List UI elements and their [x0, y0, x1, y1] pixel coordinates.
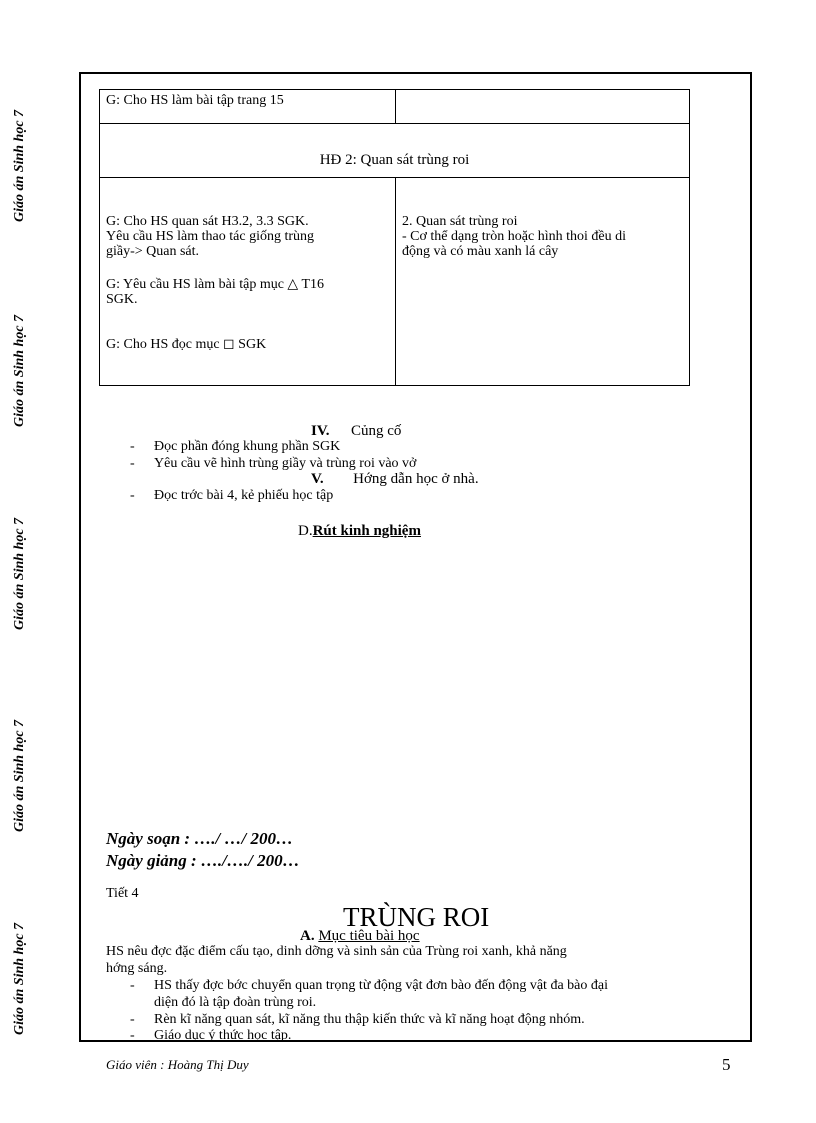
text-line: - Cơ thể dạng tròn hoặc hình thoi đều di — [402, 229, 626, 244]
page-number: 5 — [722, 1055, 731, 1074]
table-cell — [100, 178, 396, 386]
text-line: giầy-> Quan sát. — [106, 244, 200, 259]
lesson-period: Tiết 4 — [106, 886, 139, 901]
list-item: - Đọc phần đóng khung phần SGK — [130, 439, 341, 454]
list-item: - Yêu cầu vẽ hình trùng giầy và trùng roi vào vở — [130, 456, 417, 471]
date-prepared: Ngày soạn : …./ …/ 200… — [106, 829, 293, 848]
lesson-table — [99, 89, 690, 386]
text-line: G: Cho HS đọc mục ◻ SGK — [106, 337, 267, 352]
section-title: Hớng dẫn học ở nhà. — [353, 471, 479, 487]
section-title: Củng cố — [351, 423, 402, 439]
text-line: Yêu cầu HS làm thao tác giống trùng — [106, 229, 315, 244]
side-label: Giáo án Sinh học 7 — [12, 109, 27, 222]
text-line: SGK. — [106, 292, 138, 307]
side-label: Giáo án Sinh học 7 — [12, 517, 27, 630]
date-taught: Ngày giảng : …./…./ 200… — [106, 851, 300, 870]
footer-teacher: Giáo viên : Hoàng Thị Duy — [106, 1057, 249, 1072]
table-cell: G: Cho HS làm bài tập trang 15 — [100, 90, 396, 124]
table-cell — [396, 90, 690, 124]
table-cell — [100, 124, 690, 178]
section-iv-heading — [311, 423, 401, 439]
side-label: Giáo án Sinh học 7 — [12, 719, 27, 832]
section-number: V. — [311, 471, 324, 487]
table-cell — [396, 178, 690, 386]
list-item-continuation: diện đó là tập đoàn trùng roi. — [154, 995, 317, 1010]
list-item: - HS thấy đợc bớc chuyển quan trọng từ động vật đơn bào đến động vật đa bào đại — [130, 978, 608, 993]
section-a-heading: A. Mục tiêu bài học — [300, 928, 420, 944]
list-item: - Rèn kĩ năng quan sát, kĩ năng thu thập kiến thức và kĩ năng hoạt động nhóm. — [130, 1012, 585, 1027]
text-line: G: Cho HS quan sát H3.2, 3.3 SGK. — [106, 214, 309, 229]
intro-line: hớng sáng. — [106, 961, 168, 976]
section-number: IV. — [311, 423, 330, 439]
section-d-heading: D.Rút kinh nghiệm — [298, 523, 421, 539]
lesson-title: TRÙNG ROI — [343, 902, 490, 932]
text-line: 2. Quan sát trùng roi — [402, 214, 518, 229]
side-label: Giáo án Sinh học 7 — [12, 314, 27, 427]
list-item: - Giáo dục ý thức học tập. — [130, 1028, 292, 1041]
list-item: - Đọc trớc bài 4, kẻ phiếu học tập — [130, 488, 334, 503]
side-label: Giáo án Sinh học 7 — [12, 922, 27, 1035]
section-v-heading — [311, 471, 479, 487]
activity-heading: HĐ 2: Quan sát trùng roi — [319, 152, 470, 168]
intro-line: HS nêu đợc đặc điểm cấu tạo, dinh dỡng và sinh sản của Trùng roi xanh, khả năng — [106, 944, 567, 959]
text-line: G: Yêu cầu HS làm bài tập mục △ T16 — [106, 277, 324, 292]
text-line: động và có màu xanh lá cây — [402, 244, 559, 259]
